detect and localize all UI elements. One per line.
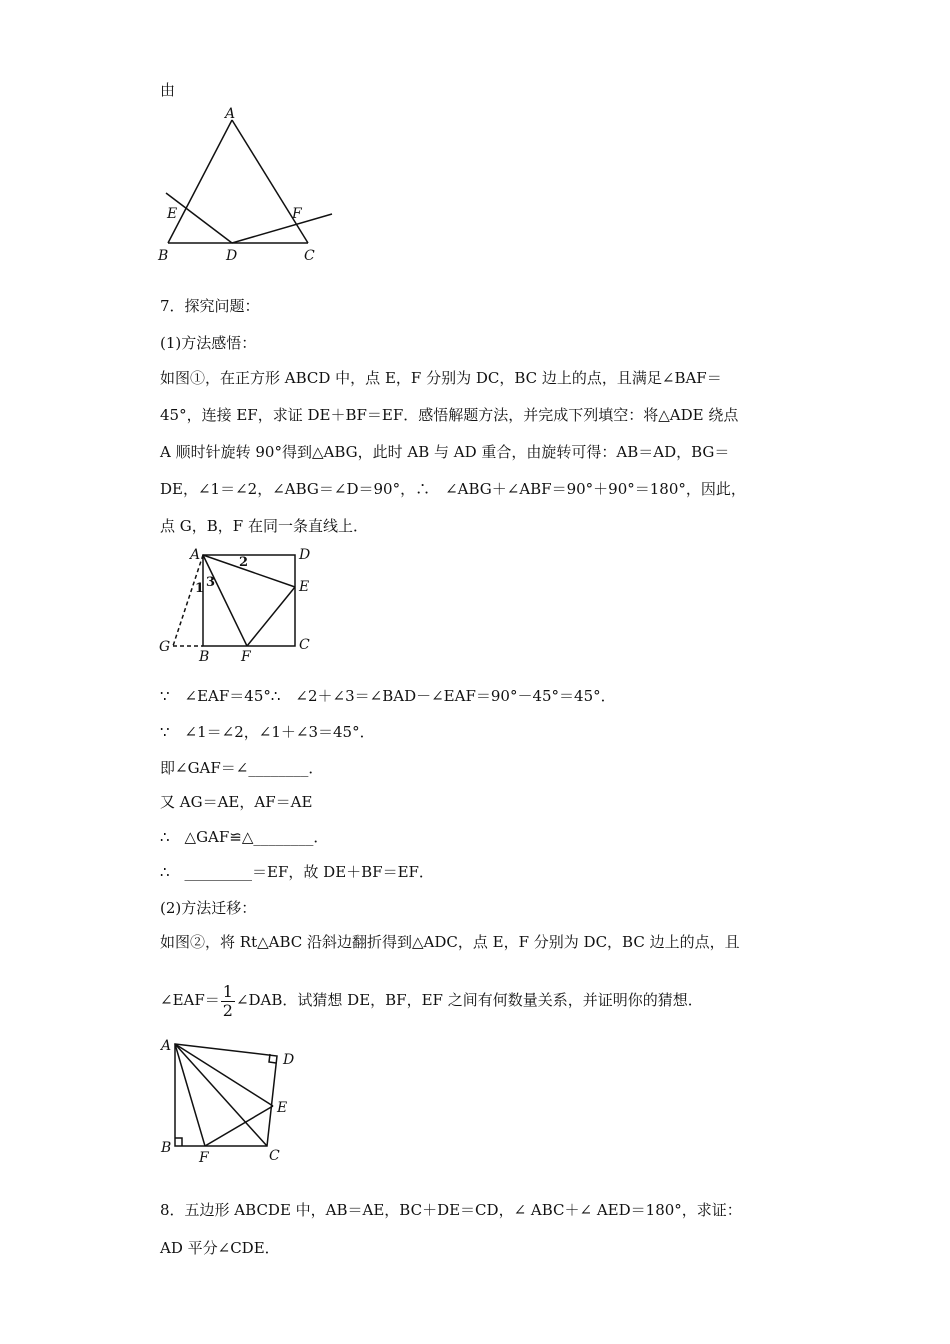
step-line: ∵ ∠EAF＝45°∴ ∠2＋∠3＝∠BAD－∠EAF＝90°－45°＝45°． bbox=[160, 687, 616, 705]
triangle-figure bbox=[150, 100, 350, 270]
step-line: ∴ _________＝EF，故 DE＋BF＝EF． bbox=[160, 863, 434, 881]
question-8: 8．五边形 ABCDE 中，AB＝AE，BC＋DE＝CD，∠ ABC＋∠ AED＝180°，求证： bbox=[160, 1201, 742, 1219]
fraction-half bbox=[221, 983, 235, 1020]
label-e: E bbox=[167, 206, 178, 222]
text-line: A 顺时针旋转 90°得到△ABG，此时 AB 与 AD 重合，由旋转可得：AB＝AD，BG＝ bbox=[160, 443, 730, 461]
step-line: ∵ ∠1＝∠2，∠1＋∠3＝45°． bbox=[160, 723, 375, 741]
angle-2-label: 2 bbox=[239, 555, 249, 570]
text-line: DE，∠1＝∠2，∠ABG＝∠D＝90°，∴ ∠ABG＋∠ABF＝90°＋90°＝180°，因此， bbox=[160, 480, 746, 498]
text-line: 点 G，B，F 在同一条直线上． bbox=[160, 517, 368, 535]
step-line: ∴ △GAF≌△________． bbox=[160, 828, 329, 846]
fraction-numerator: 1 bbox=[222, 981, 233, 1001]
label-d: D bbox=[283, 1052, 295, 1068]
square-figure bbox=[155, 545, 325, 665]
segment-ag bbox=[173, 555, 203, 646]
segment-ef bbox=[247, 587, 295, 646]
text-span: ∠EAF＝ bbox=[160, 991, 220, 1009]
text-span: ∠DAB．试猜想 DE，BF，EF 之间有何数量关系，并证明你的猜想． bbox=[235, 991, 703, 1009]
label-a: A bbox=[161, 1038, 172, 1054]
part-1-title: (1)方法感悟： bbox=[160, 334, 257, 352]
segment-ef bbox=[205, 1106, 273, 1146]
label-g: G bbox=[159, 639, 171, 655]
angle-1-label: 1 bbox=[195, 581, 205, 596]
label-b: B bbox=[199, 649, 210, 665]
label-d: D bbox=[226, 248, 238, 264]
label-e: E bbox=[277, 1100, 288, 1116]
fraction-denominator: 2 bbox=[222, 1000, 233, 1020]
square-abcd bbox=[203, 555, 295, 646]
text-line: 如图②，将 Rt△ABC 沿斜边翻折得到△ADC，点 E，F 分别为 DC，BC 边上的点，且 bbox=[160, 933, 740, 951]
segment-ab bbox=[168, 120, 232, 243]
label-f: F bbox=[292, 206, 302, 222]
part-2-title: (2)方法迁移： bbox=[160, 899, 257, 917]
label-d: D bbox=[299, 547, 311, 563]
segment-ac bbox=[175, 1044, 267, 1146]
fraction-line bbox=[160, 982, 703, 1020]
label-a: A bbox=[225, 106, 236, 122]
line-df bbox=[232, 214, 332, 243]
label-c: C bbox=[299, 637, 310, 653]
label-c: C bbox=[269, 1148, 280, 1164]
label-b: B bbox=[161, 1140, 172, 1156]
label-b: B bbox=[158, 248, 169, 264]
label-f: F bbox=[241, 649, 251, 665]
question-8: AD 平分∠CDE． bbox=[160, 1239, 280, 1257]
text-line: 如图①，在正方形 ABCD 中，点 E，F 分别为 DC，BC 边上的点，且满足∠BAF＝ bbox=[160, 369, 722, 387]
quadrilateral-figure bbox=[155, 1032, 315, 1172]
label-a: A bbox=[190, 547, 201, 563]
angle-3-label: 3 bbox=[206, 575, 216, 590]
text-line: 由 bbox=[160, 81, 176, 99]
text-line: 45°，连接 EF，求证 DE＋BF＝EF．感悟解题方法，并完成下列填空：将△ADE 绕点 bbox=[160, 406, 739, 424]
right-angle-mark bbox=[175, 1138, 182, 1146]
label-c: C bbox=[304, 248, 315, 264]
label-e: E bbox=[299, 579, 310, 595]
step-line: 又 AG＝AE，AF＝AE bbox=[160, 793, 313, 811]
label-f: F bbox=[199, 1150, 209, 1166]
question-7-title: 7．探究问题： bbox=[160, 297, 260, 315]
step-line: 即∠GAF＝∠________． bbox=[160, 759, 324, 777]
